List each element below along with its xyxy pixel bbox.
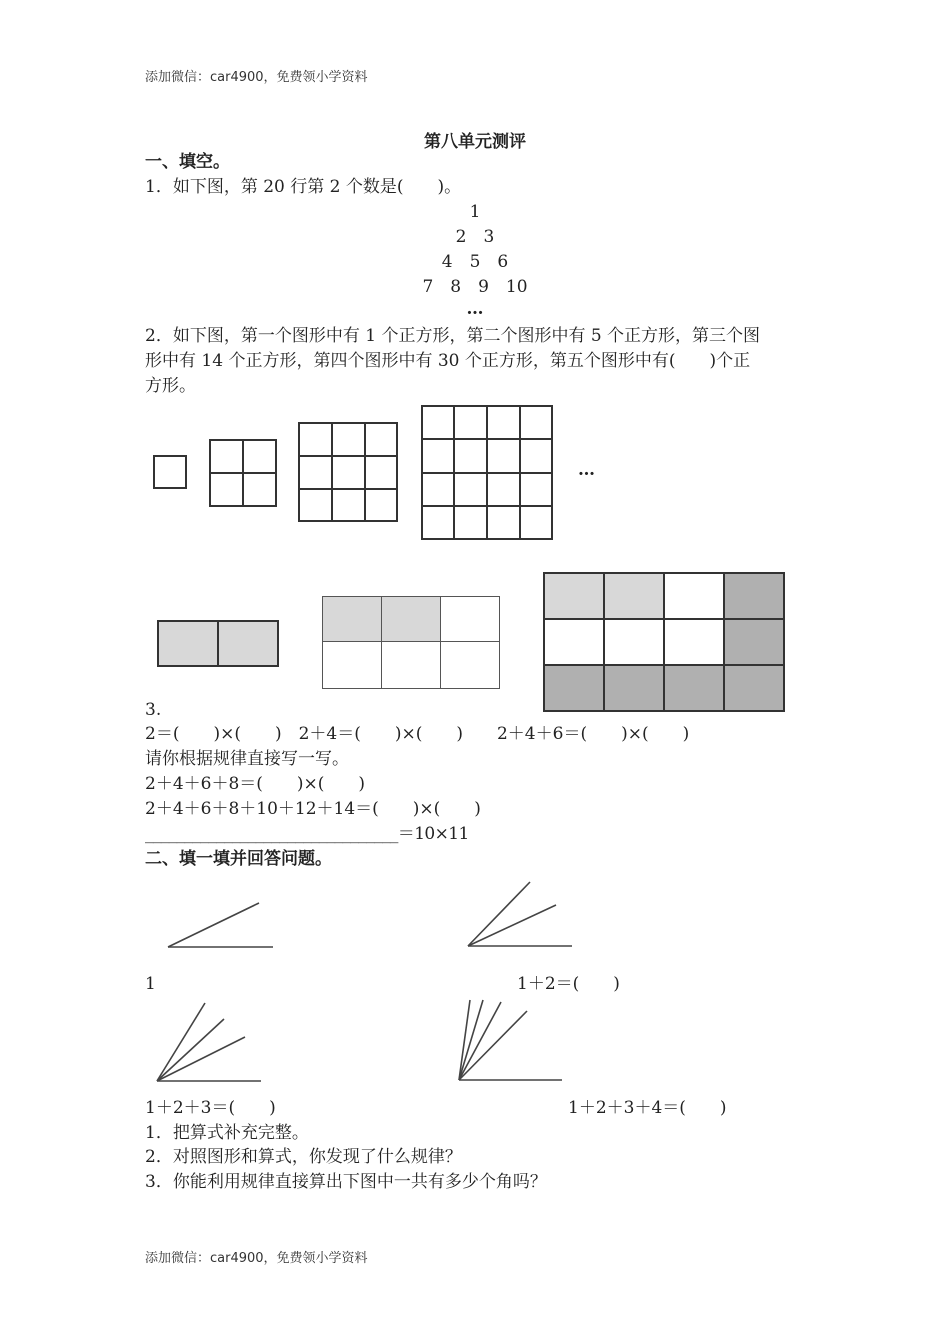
triangle-row: 1 (469, 202, 481, 222)
header-note: 添加微信：car4900，免费领小学资料 (145, 70, 368, 85)
figures-ellipsis: … (578, 460, 595, 480)
section2-question-1: 1．把算式补充完整。 (145, 1123, 309, 1143)
rect-figure-3 (543, 572, 785, 712)
question-2-line: 形中有 14 个正方形，第四个图形中有 30 个正方形，第五个图形中有( )个正 (145, 351, 751, 371)
triangle-row: 4 5 6 (441, 252, 509, 272)
question-1: 1．如下图，第 20 行第 2 个数是( )。 (145, 177, 462, 197)
rect-figure-1 (157, 620, 279, 667)
angle-figure-1 (168, 903, 273, 947)
square-figure-2 (210, 440, 276, 506)
question-3-line4: ________________________________＝10×11 (145, 824, 469, 844)
question-3-line1: 2＝( )×( ) 2＋4＝( )×( ) 2＋4＋6＝( )×( ) (145, 724, 690, 744)
angle-label-2: 1＋2＝( ) (517, 974, 620, 994)
question-2-line: 方形。 (145, 376, 196, 396)
square-figures (140, 395, 620, 555)
page-title: 第八单元测评 (424, 132, 526, 152)
question-3-label: 3. (145, 700, 162, 720)
square-figure-3 (299, 423, 397, 521)
angle-label-1: 1 (145, 974, 156, 994)
triangle-ellipsis: … (466, 299, 484, 319)
angle-figure-2 (468, 882, 572, 946)
rect-figure-2 (322, 596, 500, 689)
angle-figure-4 (459, 1000, 562, 1080)
angle-label-4: 1＋2＋3＋4＝( ) (568, 1098, 727, 1118)
section2-heading: 二、填一填并回答问题。 (145, 849, 332, 869)
angle-label-3: 1＋2＋3＝( ) (145, 1098, 276, 1118)
question-2-line: 2．如下图，第一个图形中有 1 个正方形，第二个图形中有 5 个正方形，第三个图 (145, 326, 761, 346)
triangle-row: 7 8 9 10 (422, 277, 528, 297)
section2-question-3: 3．你能利用规律直接算出下图中一共有多少个角吗？ (145, 1172, 547, 1192)
square-figure-1 (154, 456, 186, 488)
square-figure-4 (422, 406, 552, 539)
question-3-line3: 2＋4＋6＋8＋10＋12＋14＝( )×( ) (145, 799, 481, 819)
section2-question-2: 2．对照图形和算式，你发现了什么规律？ (145, 1147, 462, 1167)
section1-heading: 一、填空。 (145, 152, 230, 172)
triangle-row: 2 3 (455, 227, 495, 247)
question-3-line2: 2＋4＋6＋8＝( )×( ) (145, 774, 366, 794)
angle-figure-3 (157, 1003, 261, 1081)
footer-note: 添加微信：car4900，免费领小学资料 (145, 1251, 368, 1266)
question-3-prompt: 请你根据规律直接写一写。 (145, 749, 349, 769)
